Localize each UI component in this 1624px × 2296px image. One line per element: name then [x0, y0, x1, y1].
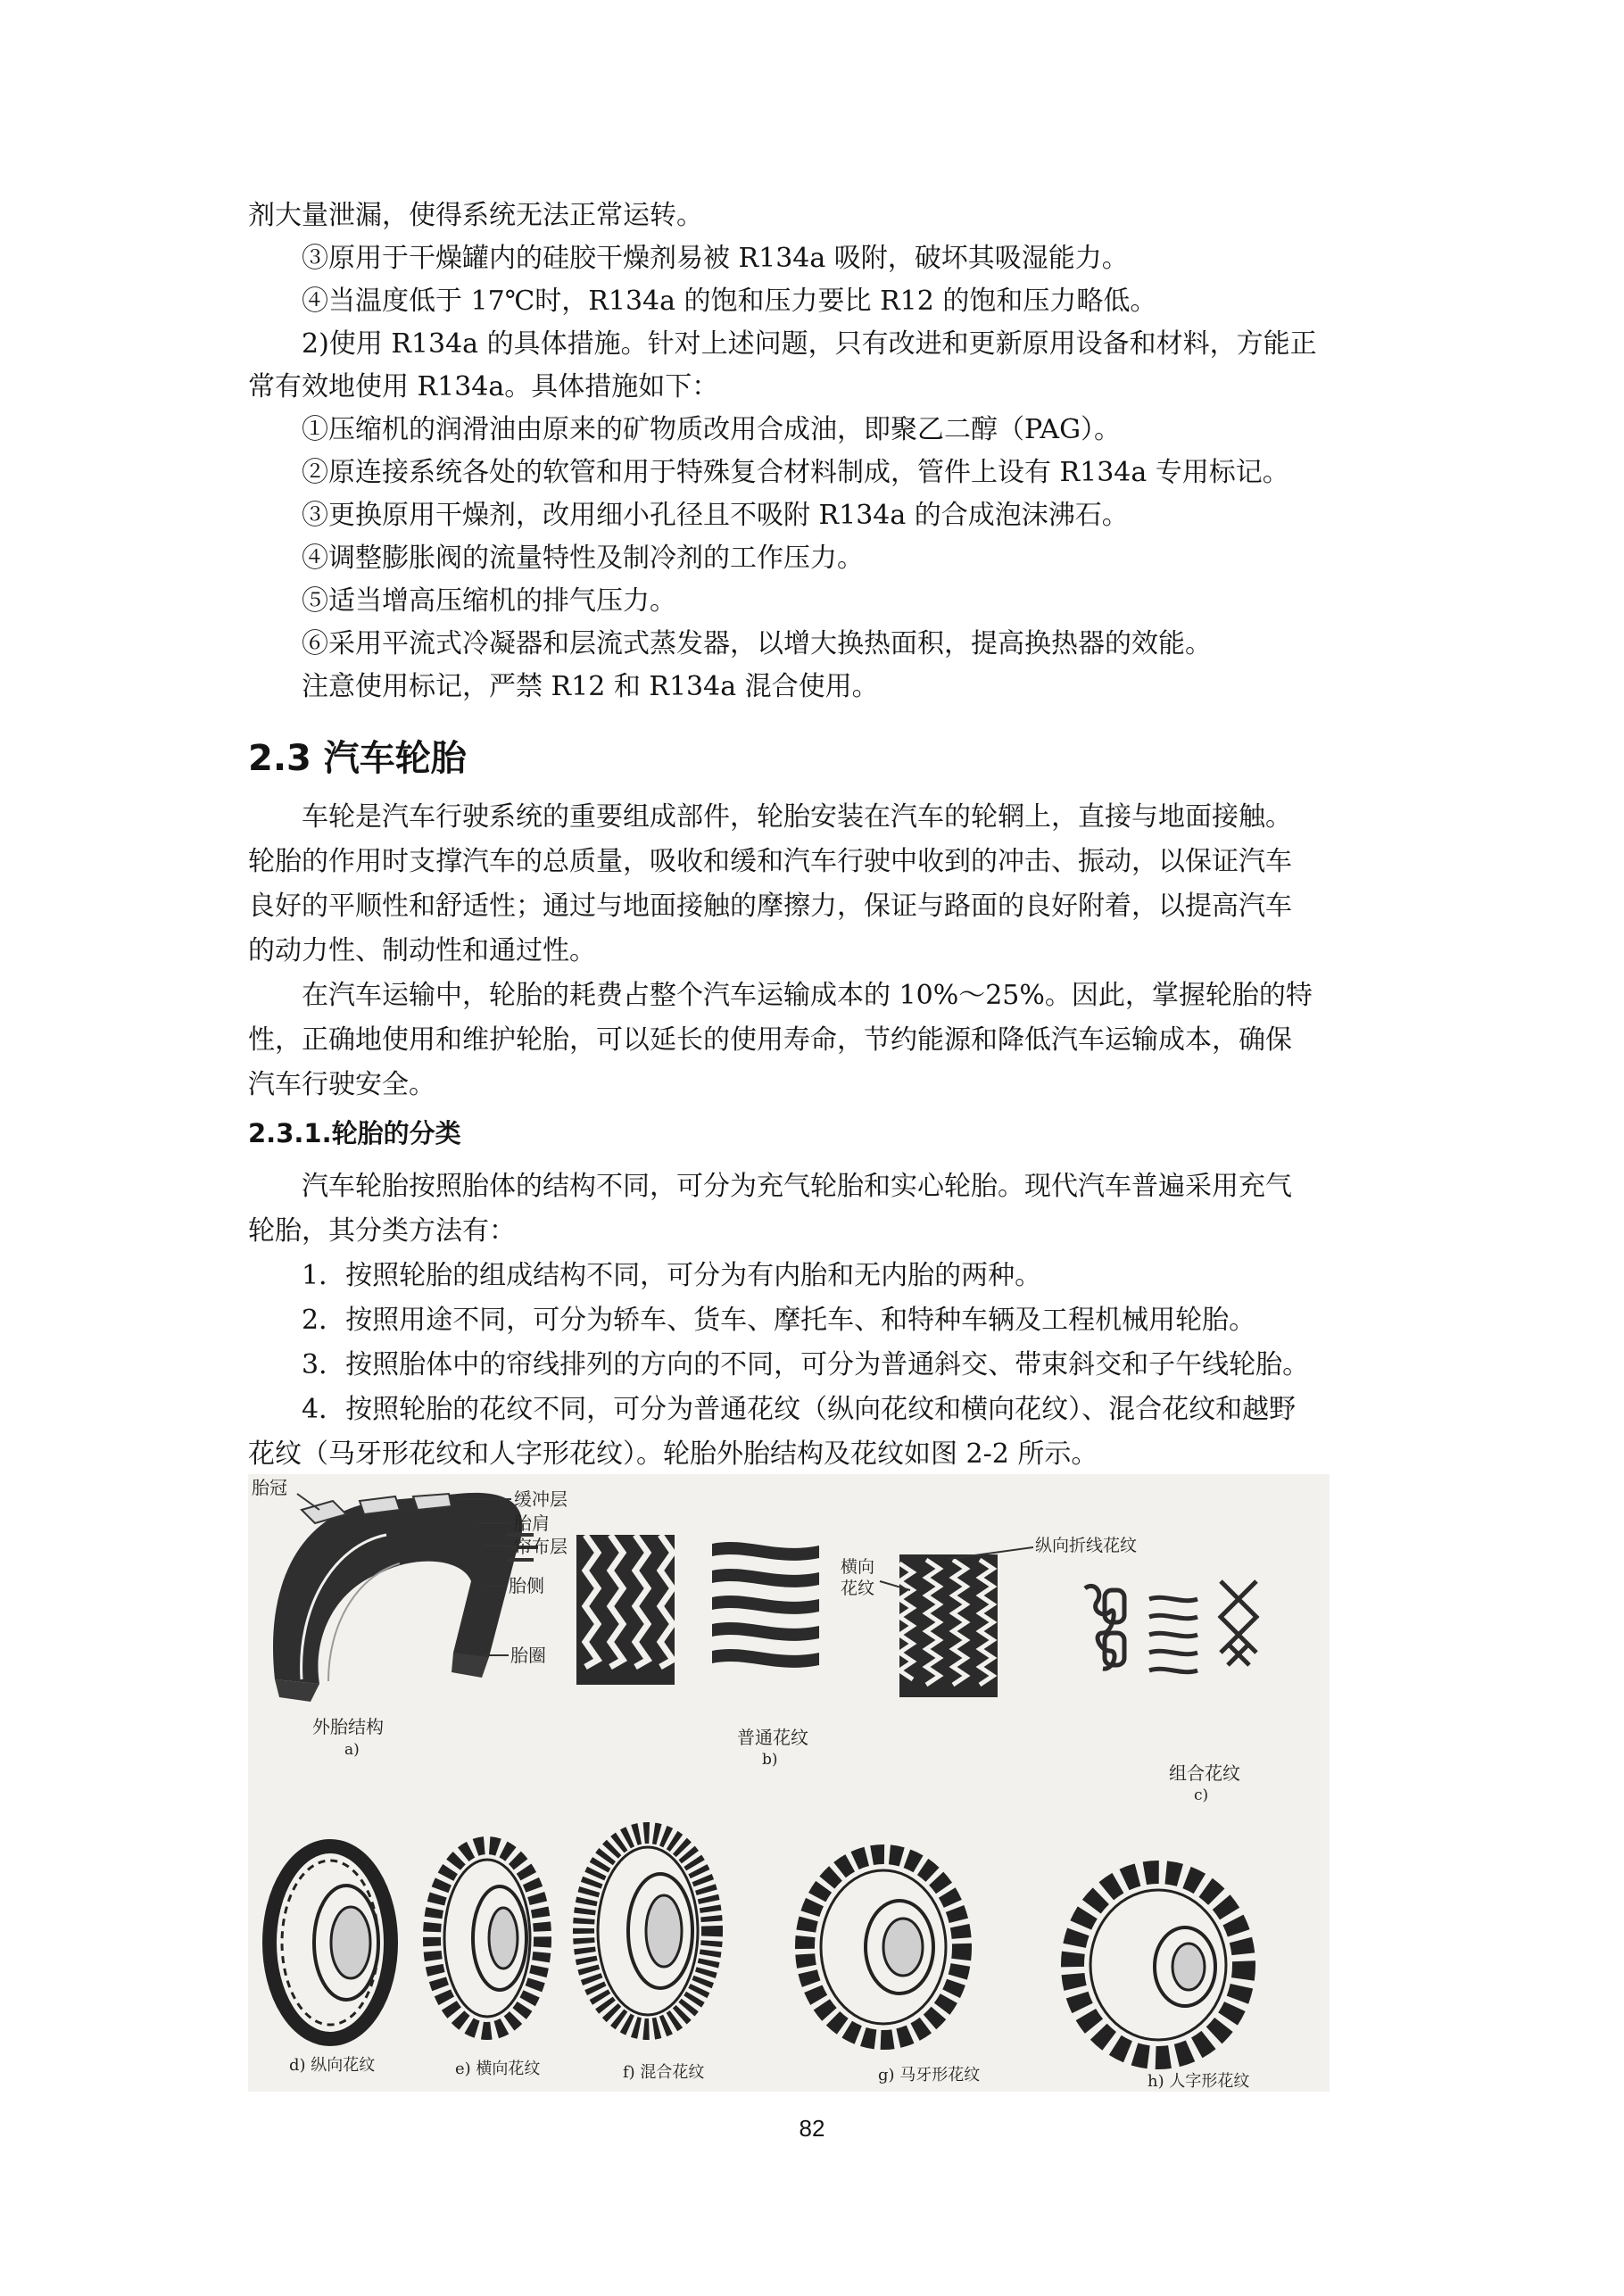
section-line-7: 汽车行驶安全。: [248, 1069, 435, 1100]
caption-b-letter: b): [762, 1751, 778, 1769]
body-line-6: ①压缩机的润滑油由原来的矿物质改用合成油，即聚乙二醇（PAG）。: [302, 414, 1122, 445]
tire-herringbone-drawing: [1073, 1872, 1244, 2058]
label-transverse-2: 花纹: [841, 1579, 875, 1598]
body-line-12: 注意使用标记，严禁 R12 和 R134a 混合使用。: [302, 671, 879, 702]
tire-figure-svg: [248, 1474, 1330, 2092]
body-line-7: ②原连接系统各处的软管和用于特殊复合材料制成，管件上设有 R134a 专用标记。: [302, 457, 1289, 488]
subsection-line-2: 轮胎，其分类方法有：: [248, 1215, 516, 1247]
tire-lug-drawing: [805, 1854, 962, 2040]
part-label-bead: 胎圈: [510, 1645, 546, 1666]
section-line-3: 良好的平顺性和舒适性；通过与地面接触的摩擦力，保证与路面的良好附着，以提高汽车: [248, 891, 1292, 922]
section-line-4: 的动力性、制动性和通过性。: [248, 935, 596, 966]
part-label-breaker: 缓冲层: [514, 1488, 568, 1510]
caption-c: 组合花纹: [1169, 1762, 1240, 1784]
tread-pattern-combined: [1085, 1581, 1256, 1672]
subsection-line-3: 1．按照轮胎的组成结构不同，可分为有内胎和无内胎的两种。: [302, 1260, 1042, 1291]
body-line-3: ④当温度低于 17℃时，R134a 的饱和压力要比 R12 的饱和压力略低。: [302, 286, 1157, 317]
part-label-crown: 胎冠: [252, 1477, 287, 1498]
subsection-line-1: 汽车轮胎按照胎体的结构不同，可分为充气轮胎和实心轮胎。现代汽车普遍采用充气: [302, 1171, 1292, 1202]
body-line-2: ③原用于干燥罐内的硅胶干燥剂易被 R134a 吸附，破坏其吸湿能力。: [302, 243, 1129, 274]
label-longitudinal-zigzag: 纵向折线花纹: [1035, 1536, 1138, 1555]
label-transverse-1: 横向: [841, 1557, 875, 1577]
caption-a-letter: a): [344, 1741, 360, 1759]
part-label-ply: 帘布层: [514, 1536, 568, 1557]
tire-transverse-drawing: [432, 1845, 543, 2031]
subsection-line-5: 3．按照胎体中的帘线排列的方向的不同，可分为普通斜交、带束斜交和子午线轮胎。: [302, 1349, 1310, 1380]
caption-c-letter: c): [1194, 1786, 1209, 1804]
tread-pattern-longitudinal: [576, 1535, 675, 1685]
caption-e: e) 横向花纹: [455, 2060, 541, 2078]
subsection-line-7: 花纹（马牙形花纹和人字形花纹）。轮胎外胎结构及花纹如图 2-2 所示。: [248, 1438, 1098, 1470]
tread-pattern-transverse: [712, 1542, 819, 1668]
subsection-line-4: 2．按照用途不同，可分为轿车、货车、摩托车、和特种车辆及工程机械用轮胎。: [302, 1305, 1256, 1336]
body-line-9: ④调整膨胀阀的流量特性及制冷剂的工作压力。: [302, 543, 864, 574]
body-line-11: ⑥采用平流式冷凝器和层流式蒸发器，以增大换热面积，提高换热器的效能。: [302, 628, 1212, 659]
caption-g: g) 马牙形花纹: [878, 2066, 981, 2085]
section-line-2: 轮胎的作用时支撑汽车的总质量，吸收和缓和汽车行驶中收到的冲击、振动，以保证汽车: [248, 846, 1292, 877]
caption-h: h) 人字形花纹: [1148, 2072, 1250, 2091]
body-line-1: 剂大量泄漏，使得系统无法正常运转。: [248, 200, 703, 231]
page-number: 82: [799, 2115, 825, 2142]
tire-mixed-drawing: [584, 1833, 712, 2029]
caption-f: f) 混合花纹: [623, 2063, 705, 2082]
caption-a: 外胎结构: [312, 1716, 384, 1737]
body-line-4: 2)使用 R134a 的具体措施。针对上述问题，只有改进和更新原用设备和材料，方能正: [302, 328, 1317, 360]
section-line-5: 在汽车运输中，轮胎的耗费占整个汽车运输成本的 10%～25%。因此，掌握轮胎的特: [302, 980, 1313, 1011]
body-line-8: ③更换原用干燥剂，改用细小孔径且不吸附 R134a 的合成泡沫沸石。: [302, 500, 1129, 531]
subsection-line-6: 4．按照轮胎的花纹不同，可分为普通花纹（纵向花纹和横向花纹）、混合花纹和越野: [302, 1394, 1297, 1425]
tire-figure: [248, 1474, 1330, 2092]
body-line-5: 常有效地使用 R134a。具体措施如下：: [248, 371, 719, 402]
subsection-heading: 2.3.1.轮胎的分类: [248, 1118, 461, 1148]
part-label-sidewall: 胎侧: [509, 1575, 544, 1596]
caption-b: 普通花纹: [737, 1727, 808, 1748]
section-heading: 2.3 汽车轮胎: [248, 738, 467, 779]
body-line-10: ⑤适当增高压缩机的排气压力。: [302, 585, 676, 617]
part-label-shoulder: 胎肩: [514, 1513, 550, 1534]
section-line-6: 性，正确地使用和维护轮胎，可以延长的使用寿命，节约能源和降低汽车运输成本，确保: [248, 1024, 1292, 1056]
tire-longitudinal-drawing: [269, 1846, 391, 2039]
tread-pattern-zigzag: [899, 1554, 998, 1697]
section-line-1: 车轮是汽车行驶系统的重要组成部件，轮胎安装在汽车的轮辋上，直接与地面接触。: [302, 801, 1292, 833]
caption-d: d) 纵向花纹: [289, 2056, 376, 2075]
